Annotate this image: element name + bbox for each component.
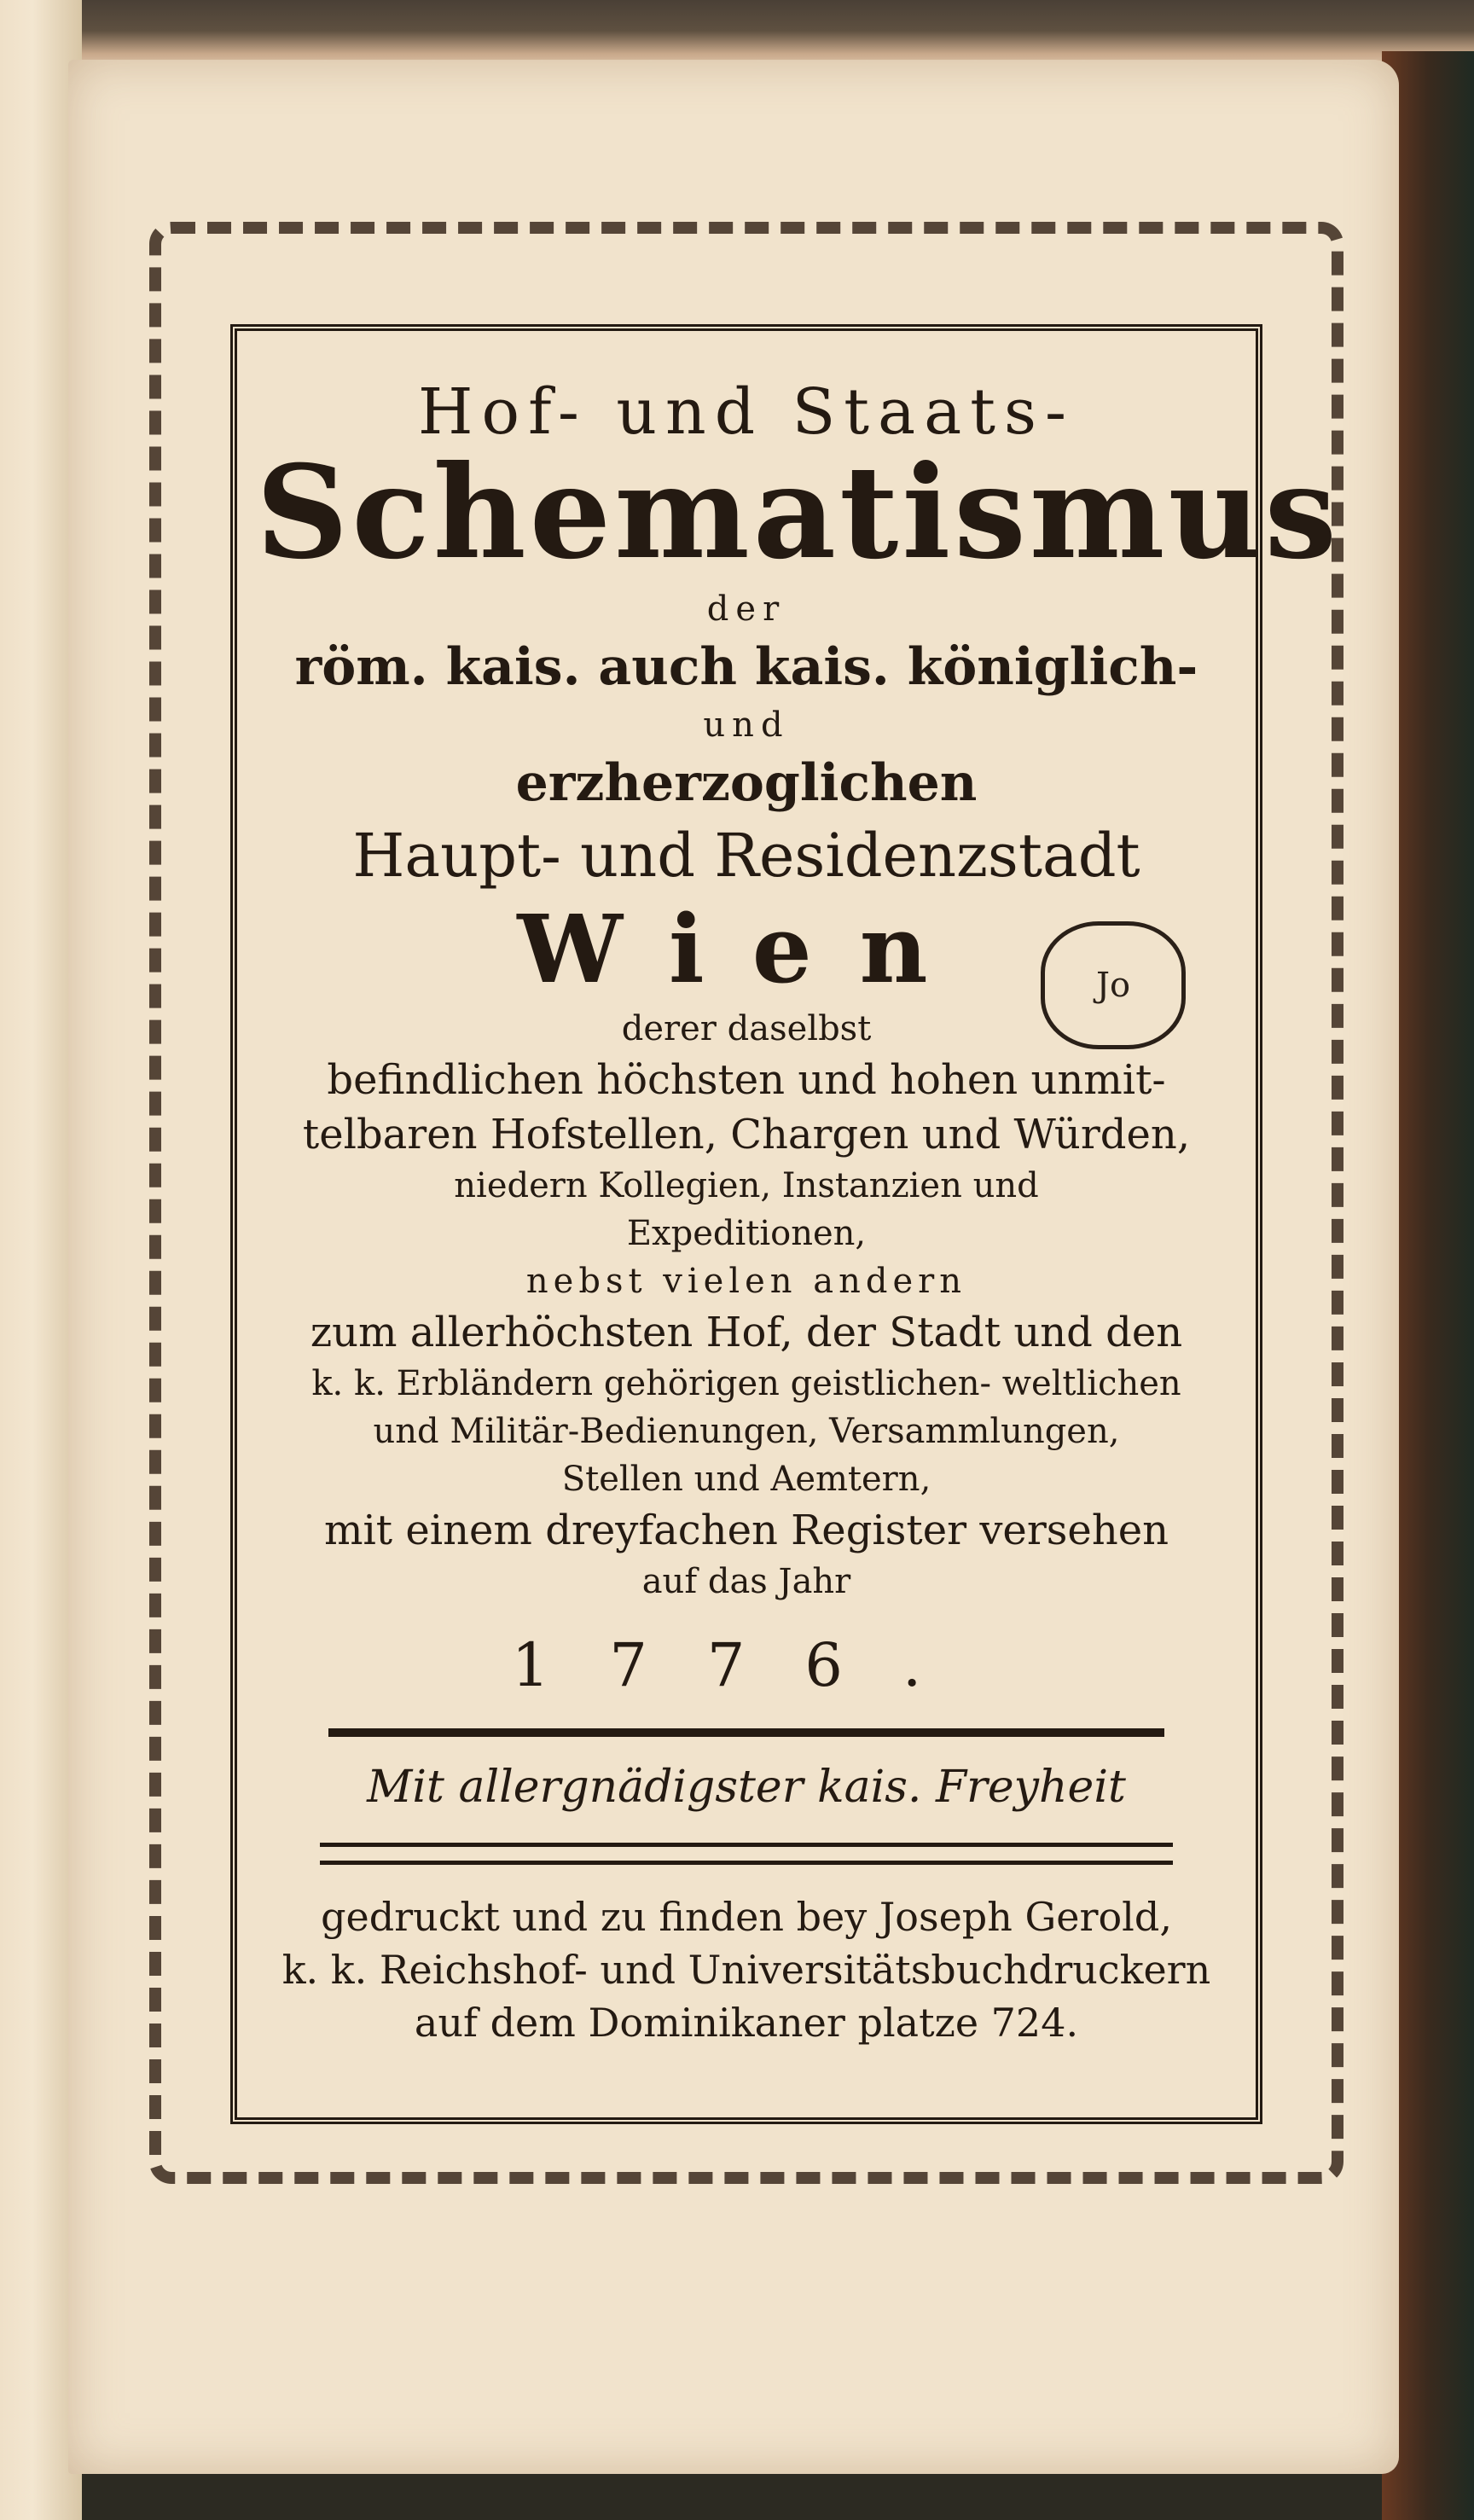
imprint-line-1: gedruckt und zu finden bey Joseph Gerold, — [321, 1894, 1172, 1940]
main-title: Schematismus — [256, 438, 1340, 588]
title-line-7: Haupt- und Residenzstadt — [352, 821, 1140, 891]
privilege-line: Mit allergnädigster kais. Freyheit — [367, 1762, 1126, 1813]
title-line-16: k. k. Erbländern gehörigen geistlichen- weltlichen — [311, 1364, 1181, 1403]
title-line-9: derer daselbst — [621, 1009, 872, 1048]
title-line-4: röm. kais. auch kais. königlich- — [294, 637, 1198, 697]
city-name: Wien — [517, 894, 976, 1004]
imprint-line-3: auf dem Dominikaner platze 724. — [414, 2000, 1079, 2046]
title-line-19: mit einem dreyfachen Register versehen — [323, 1507, 1169, 1554]
title-text-block — [256, 375, 1340, 2049]
title-line-11: telbaren Hofstellen, Chargen und Würden, — [302, 1111, 1191, 1158]
title-line-18: Stellen und Aemtern, — [561, 1460, 931, 1499]
title-line-5: und — [703, 705, 790, 745]
year: 1776. — [511, 1630, 982, 1700]
title-line-14: nebst vielen andern — [525, 1262, 967, 1301]
title-line-13: Expeditionen, — [626, 1214, 867, 1253]
title-line-20: auf das Jahr — [641, 1562, 851, 1601]
title-line-17: und Militär-Bedienungen, Versammlungen, — [373, 1412, 1120, 1451]
title-line-15: zum allerhöchsten Hof, der Stadt und den — [310, 1309, 1183, 1356]
title-line-10: befindlichen höchsten und hohen unmit- — [327, 1056, 1166, 1104]
title-line-12: niedern Kollegien, Instanzien und — [454, 1166, 1039, 1205]
imprint-line-2: k. k. Reichshof- und Universitätsbuchdruckern — [281, 1947, 1211, 1993]
stamp-text: Jo — [1095, 966, 1131, 1005]
title-line-3: der — [706, 589, 786, 629]
rule-divider — [328, 1728, 1164, 1737]
title-line-1: Hof- und Staats- — [418, 375, 1075, 449]
title-line-6: erzherzoglichen — [515, 753, 978, 813]
double-rule-divider — [320, 1843, 1173, 1865]
